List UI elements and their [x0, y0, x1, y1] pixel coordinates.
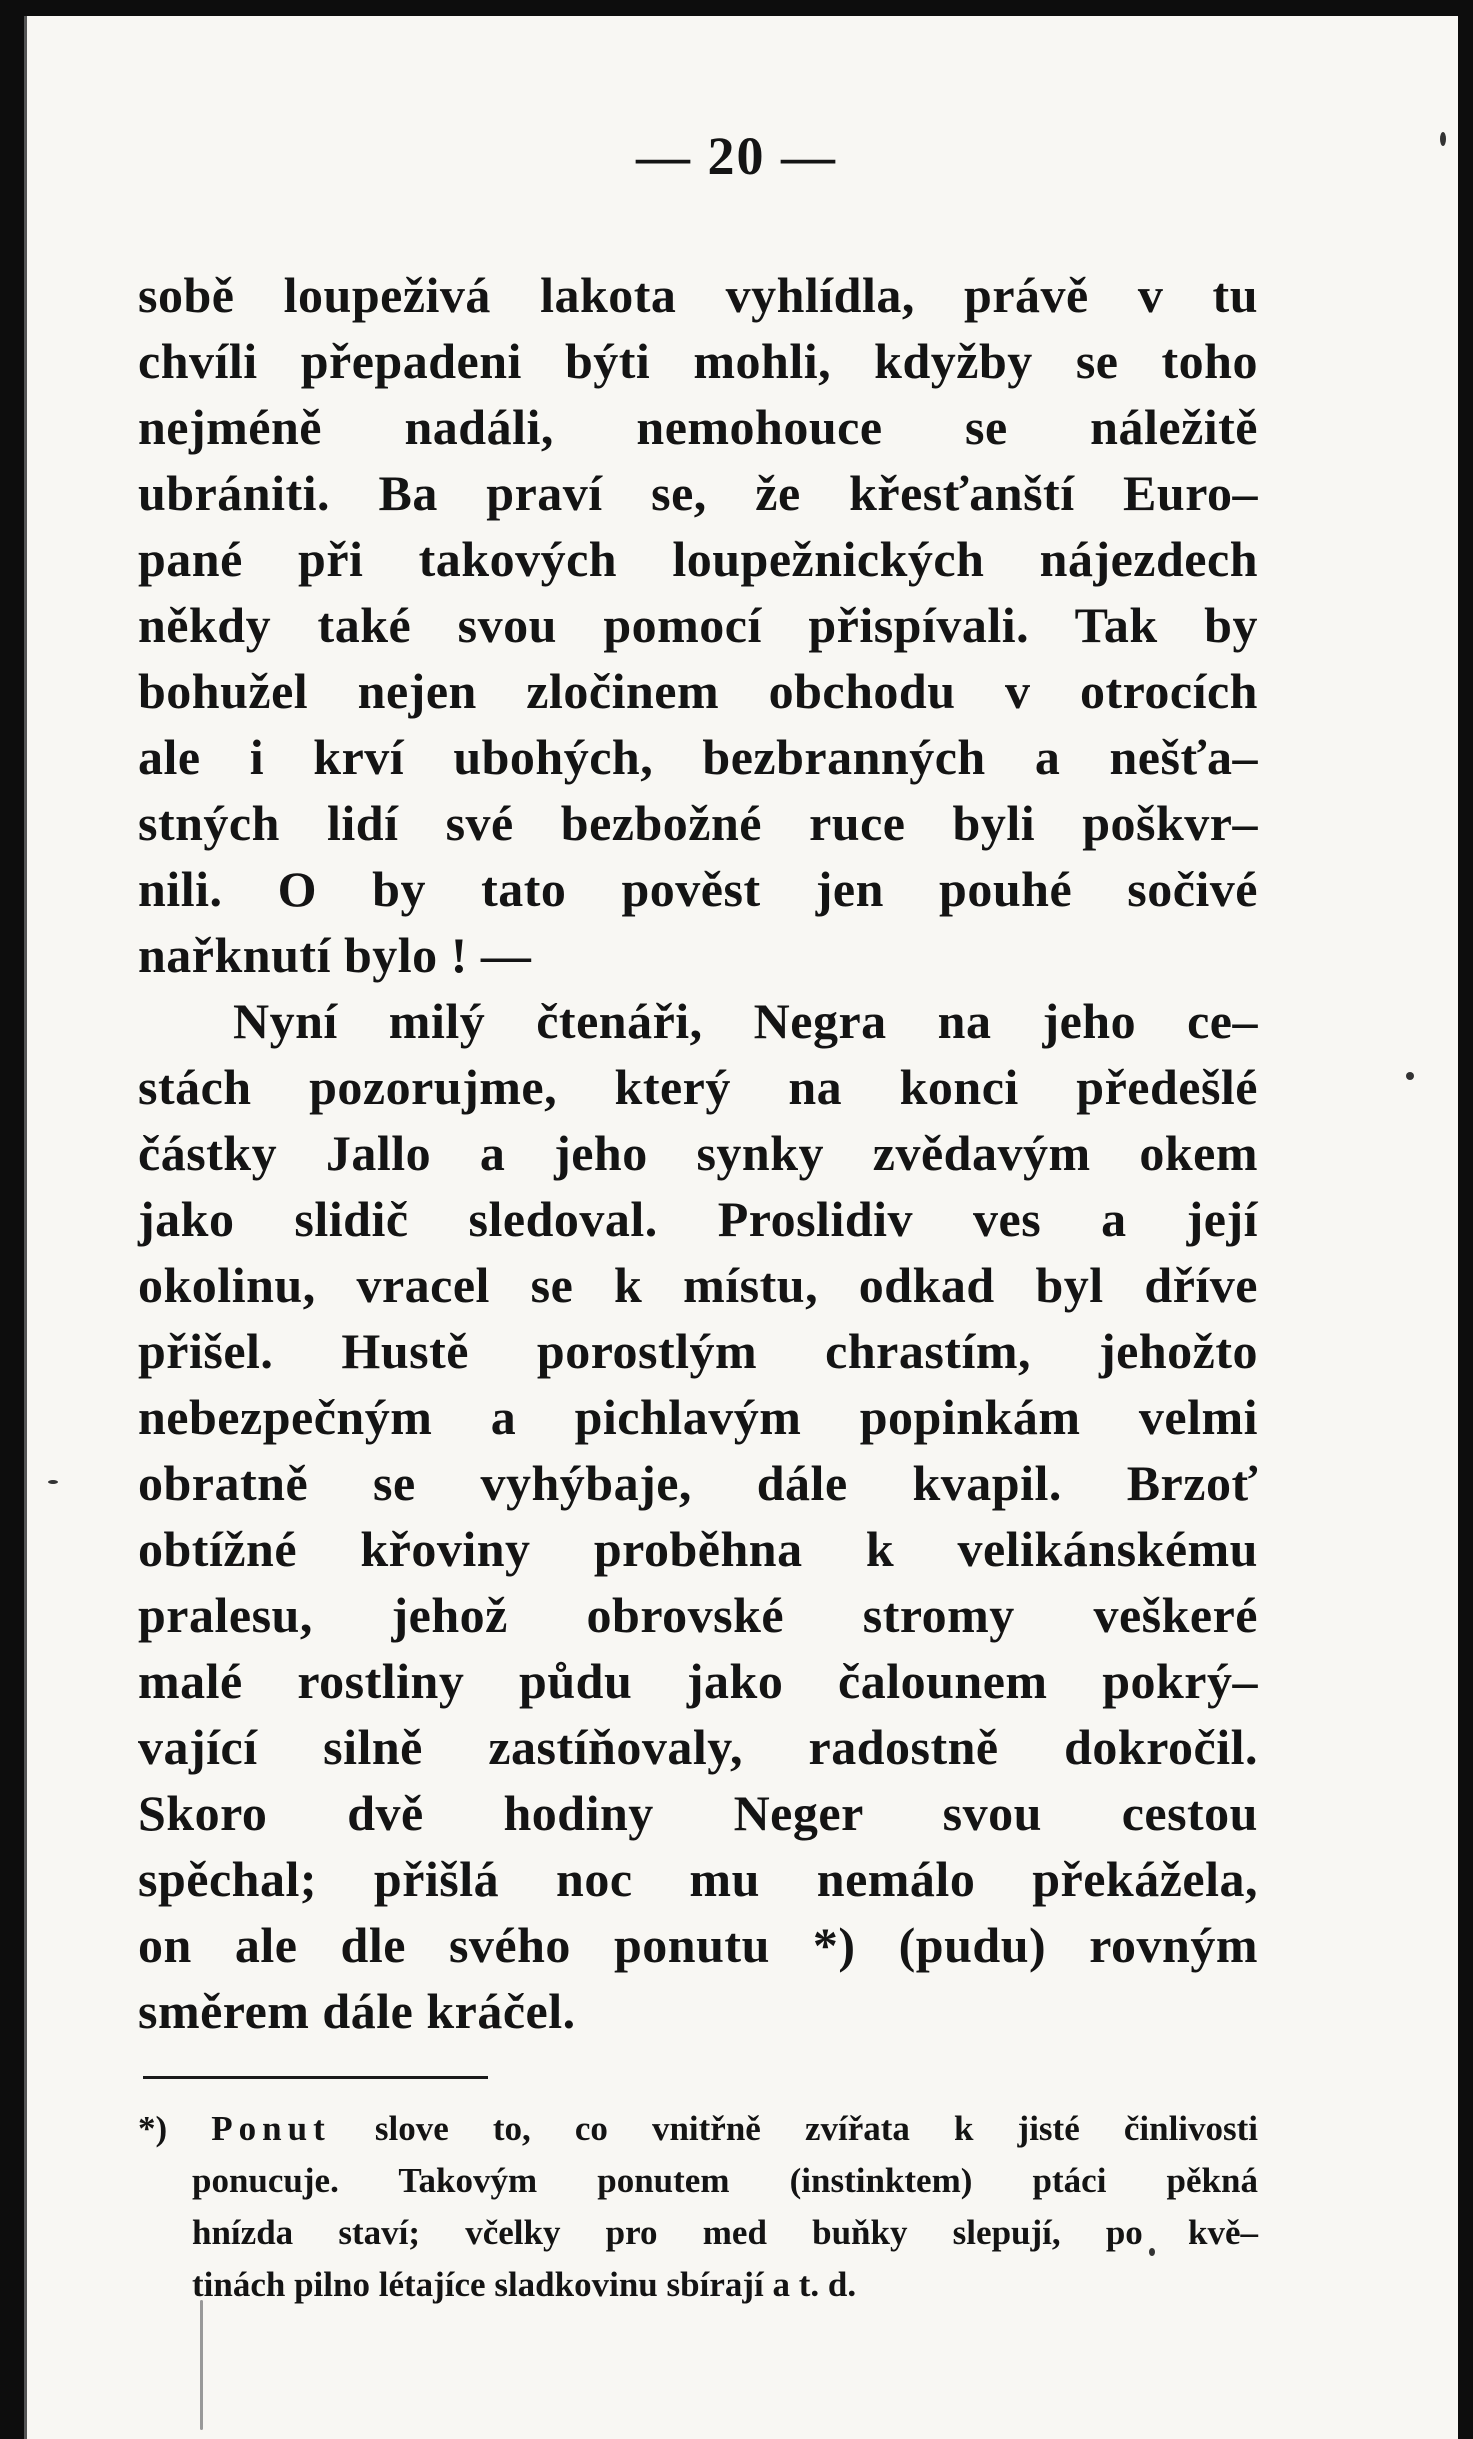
footnote-line: [138, 2103, 1258, 2155]
text-line: vající silně zastíňovaly, radostně dokročil.: [138, 1719, 1258, 1775]
text-line: malé rostliny půdu jako čalounem pokrý–: [138, 1653, 1258, 1709]
footnote-term: Ponut: [211, 2109, 331, 2148]
footnote: [138, 2103, 1258, 2311]
text-line: stách pozorujme, který na konci předešlé: [138, 1059, 1258, 1115]
text-line: přišel. Hustě porostlým chrastím, jehožto: [138, 1323, 1258, 1379]
footnote-marker: *): [138, 2109, 168, 2148]
footnote-line: ponucuje. Takovým ponutem (instinktem) ptáci pěkná: [192, 2161, 1258, 2200]
scan-border-left: [0, 0, 24, 2439]
text-line: stných lidí své bezbožné ruce byli poškvr–: [138, 795, 1258, 851]
text-line: obtížné křoviny proběhna k velikánskému: [138, 1521, 1258, 1577]
text-line: Nyní milý čtenáři, Negra na jeho ce–: [233, 993, 1258, 1049]
footnote-divider: [143, 2076, 488, 2079]
text-line: nařknutí bylo ! —: [138, 927, 532, 983]
text-line: ubrániti. Ba praví se, že křesťanští Euro–: [138, 465, 1258, 521]
text-line: spěchal; přišlá noc mu nemálo překážela,: [138, 1851, 1258, 1907]
ink-speck: [200, 2300, 203, 2430]
text-line: pané při takových loupežnických nájezdech: [138, 531, 1258, 587]
ink-speck: [1406, 1072, 1414, 1080]
footnote-line: tinách pilno létajíce sladkovinu sbírají a t. d.: [192, 2265, 857, 2304]
text-line: Skoro dvě hodiny Neger svou cestou: [138, 1785, 1258, 1841]
text-line: nebezpečným a pichlavým popinkám velmi: [138, 1389, 1258, 1445]
text-line: směrem dále kráčel.: [138, 1983, 576, 2039]
text-line: obratně se vyhýbaje, dále kvapil. Brzoť: [138, 1455, 1258, 1511]
scan-border-top: [0, 0, 1473, 16]
text-line: okolinu, vracel se k místu, odkad byl dříve: [138, 1257, 1258, 1313]
text-line: někdy také svou pomocí přispívali. Tak by: [138, 597, 1258, 653]
scan-border-inner-line: [24, 16, 27, 2439]
page-number: — 20 —: [636, 126, 837, 186]
text-line: jako slidič sledoval. Proslidiv ves a její: [138, 1191, 1258, 1247]
text-line: nejméně nadáli, nemohouce se náležitě: [138, 399, 1258, 455]
footnote-line: hnízda staví; včelky pro med buňky slepují, po kvě–: [192, 2213, 1258, 2252]
main-text: [138, 262, 1258, 2044]
text-line: chvíli přepadeni býti mohli, kdyžby se toho: [138, 333, 1258, 389]
text-line: on ale dle svého ponutu *) (pudu) rovným: [138, 1917, 1258, 1973]
text-line: nili. O by tato pověst jen pouhé sočivé: [138, 861, 1258, 917]
text-line: sobě loupeživá lakota vyhlídla, právě v tu: [138, 267, 1258, 323]
text-line: částky Jallo a jeho synky zvědavým okem: [138, 1125, 1258, 1181]
ink-speck: [48, 1480, 58, 1484]
text-line: ale i krví ubohých, bezbranných a nešťa–: [138, 729, 1258, 785]
scan-border-right: [1458, 0, 1473, 2439]
footnote-text: slove to, co vnitřně zvířata k jisté činlivosti: [374, 2109, 1259, 2148]
text-line: bohužel nejen zločinem obchodu v otrocích: [138, 663, 1258, 719]
text-line: pralesu, jehož obrovské stromy veškeré: [138, 1587, 1258, 1643]
